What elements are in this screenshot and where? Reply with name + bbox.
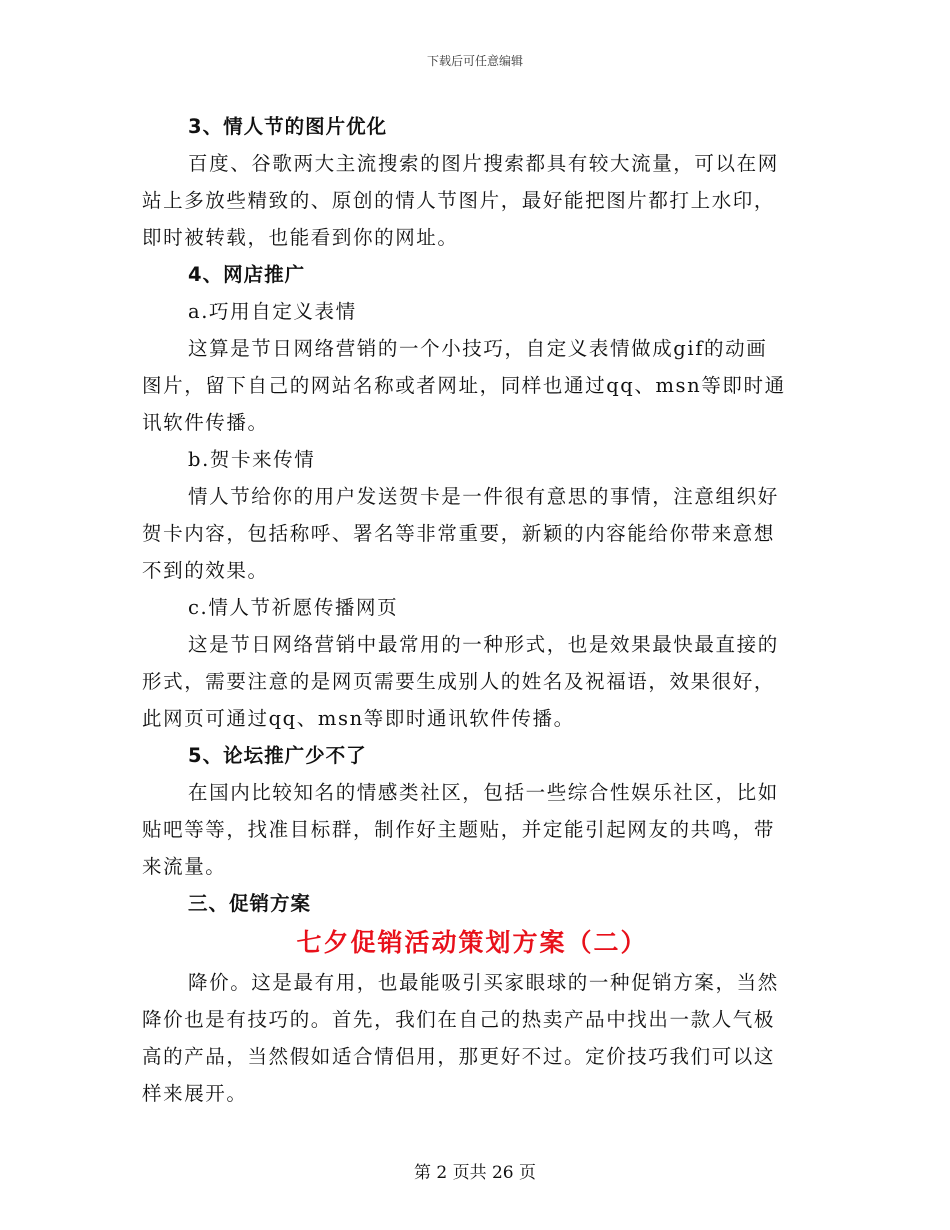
section-heading: 三、促销方案 xyxy=(188,892,312,915)
page-footer: 第 2 页共 26 页 xyxy=(413,1163,537,1183)
text-line: 此网页可通过qq、msn等即时通讯软件传播。 xyxy=(142,707,575,730)
page-header: 下载后可任意编辑 xyxy=(426,54,523,68)
text-line: b.贺卡来传情 xyxy=(188,448,316,471)
section-heading: 3、情人节的图片优化 xyxy=(188,115,388,138)
text-line: 形式，需要注意的是网页需要生成别人的姓名及祝福语，效果很好， xyxy=(142,670,776,693)
document-body xyxy=(142,108,802,1112)
text-line: 这是节日网络营销中最常用的一种形式，也是效果最快最直接的 xyxy=(188,633,779,656)
text-line: 不到的效果。 xyxy=(142,559,269,582)
text-line: 情人节给你的用户发送贺卡是一件很有意思的事情，注意组织好 xyxy=(188,485,779,508)
text-line: 站上多放些精致的、原创的情人节图片，最好能把图片都打上水印， xyxy=(142,189,776,212)
text-line: 在国内比较知名的情感类社区，包括一些综合性娱乐社区，比如 xyxy=(188,781,779,804)
text-line: 即时被转载，也能看到你的网址。 xyxy=(142,226,459,249)
text-line: c.情人节祈愿传播网页 xyxy=(188,596,399,619)
text-line: 贴吧等等，找准目标群，制作好主题贴，并定能引起网友的共鸣，带 xyxy=(142,818,776,841)
section-heading: 4、网店推广 xyxy=(188,263,306,286)
text-line: 百度、谷歌两大主流搜索的图片搜索都具有较大流量，可以在网 xyxy=(188,152,779,175)
text-line: 降价也是有技巧的。首先，我们在自己的热卖产品中找出一款人气极 xyxy=(142,1008,776,1031)
text-line: a.巧用自定义表情 xyxy=(188,300,357,323)
section-title: 七夕促销活动策划方案（二） xyxy=(296,928,648,957)
section-heading: 5、论坛推广少不了 xyxy=(188,744,367,767)
paragraphs-part-1 xyxy=(142,108,802,922)
text-line: 这算是节日网络营销的一个小技巧，自定义表情做成gif的动画 xyxy=(188,337,768,360)
text-line: 高的产品，当然假如适合情侣用，那更好不过。定价技巧我们可以这 xyxy=(142,1045,776,1068)
text-line: 图片，留下自己的网站名称或者网址，同样也通过qq、msn等即时通 xyxy=(142,374,786,397)
text-line: 样来展开。 xyxy=(142,1082,248,1105)
text-line: 讯软件传播。 xyxy=(142,411,269,434)
text-line: 贺卡内容，包括称呼、署名等非常重要，新颖的内容能给你带来意想 xyxy=(142,522,776,545)
text-line: 降价。这是最有用，也最能吸引买家眼球的一种促销方案，当然 xyxy=(188,971,779,994)
paragraphs-part-2 xyxy=(142,964,802,1112)
text-line: 来流量。 xyxy=(142,855,227,878)
